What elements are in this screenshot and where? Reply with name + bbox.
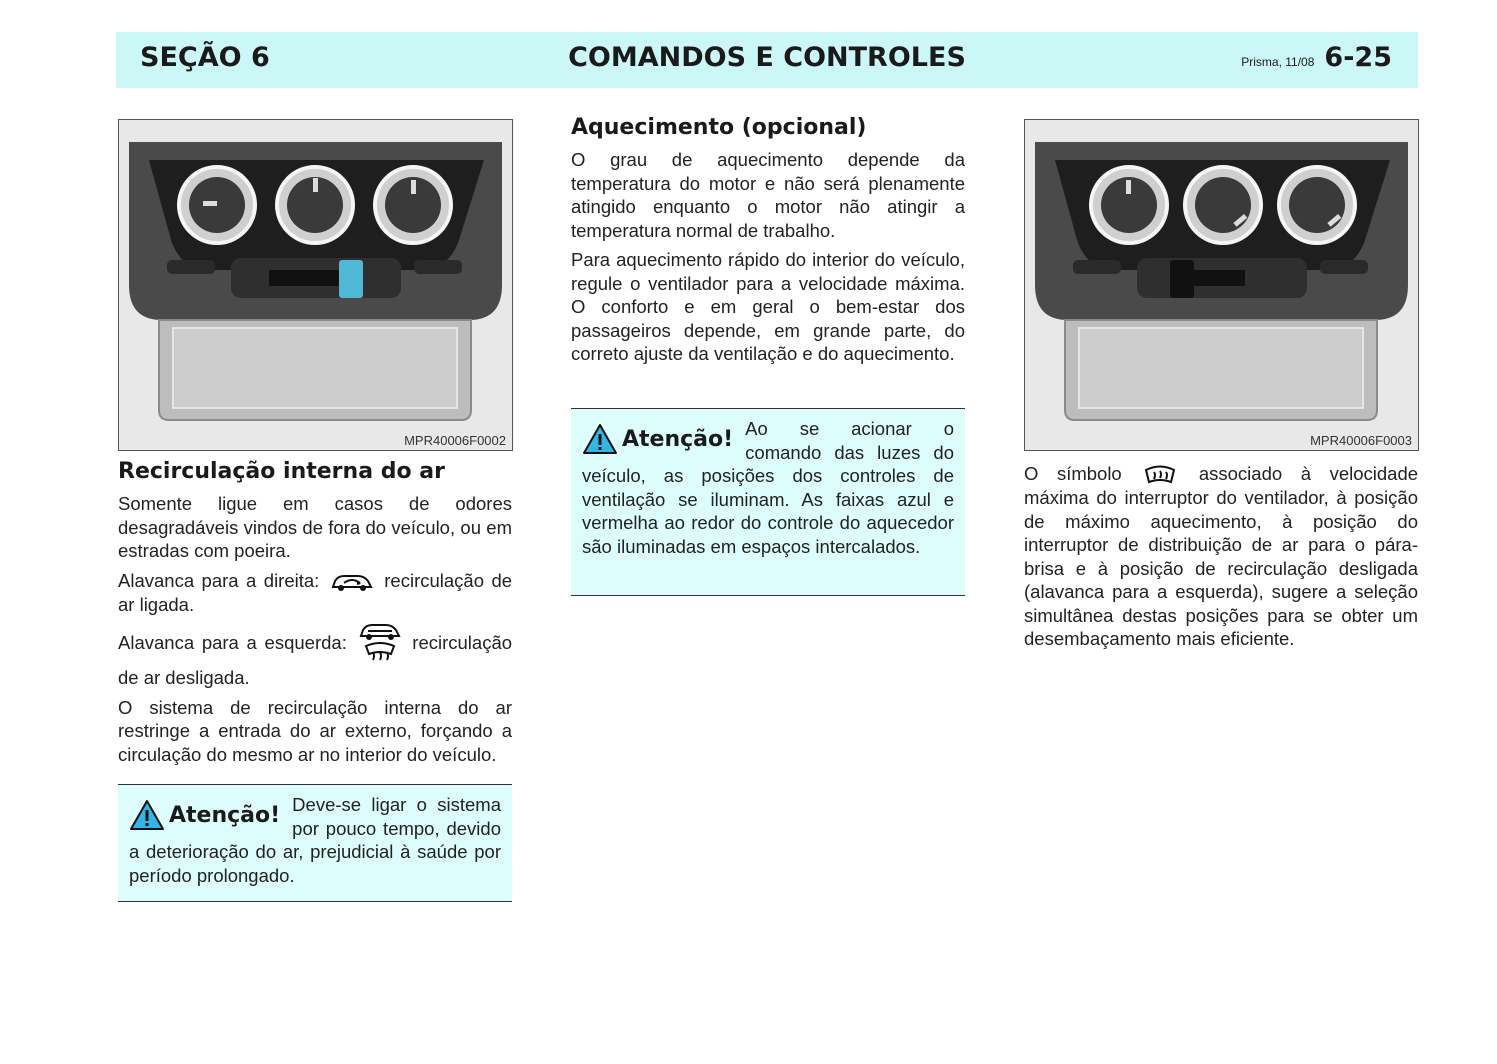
page-info (1241, 42, 1392, 73)
paragraph: O grau de aquecimento depende da temperatura do motor e não será plenamente atingido enquanto o motor não atingir a temperatura normal de trabalho. (571, 149, 965, 241)
knob-fan (179, 167, 255, 243)
warning-word: Atenção! (622, 426, 734, 452)
paragraph-defrost: O símbolo associado à velocidade máxima do interruptor do ventilador, à posição de máximo aquecimento, à posição do interruptor de distribuição de ar para o pára-brisa e à posição de recirculação desligada (alavanca para a esquerda), sugere a seleção simultânea destas posições para se obter um desembaçamento mais eficiente. (1024, 463, 1419, 650)
paragraph-lever-right: Alavanca para a direita: recirculação de ar ligada. (118, 569, 513, 615)
paragraph: O sistema de recirculação interna do ar restringe a entrada do ar externo, forçando a circulação do mesmo ar no interior do veículo. (118, 696, 512, 765)
left-column (118, 458, 512, 772)
figure-code: MPR40006F0002 (404, 433, 506, 448)
heading-heating: Aquecimento (opcional) (571, 115, 867, 140)
control-panel-illustration (119, 120, 512, 450)
chapter-title: COMANDOS E CONTROLES (568, 42, 966, 73)
figure-control-panel-left (118, 119, 513, 451)
warning-word: Atenção! (169, 802, 281, 828)
warning-callout-middle (571, 408, 965, 596)
middle-column (571, 114, 965, 372)
warning-triangle-icon (582, 423, 618, 455)
windshield-defrost-icon (1143, 464, 1177, 486)
paragraph-lever-left: Alavanca para a esquerda: recirculação de ar desligada. (118, 622, 512, 690)
warning-triangle-icon (129, 799, 165, 831)
paragraph: Para aquecimento rápido do interior do veículo, regule o ventilador para a velocidade máxima. O conforto e em geral o bem-estar dos passageiros depende, em grande parte, do correto ajuste da ventilação e do aquecimento. (571, 249, 965, 364)
warning-callout-left (118, 784, 512, 902)
recirculation-lever (339, 260, 363, 298)
page-number: 6-25 (1324, 42, 1392, 73)
warning-header (582, 423, 733, 455)
figure-code: MPR40006F0003 (1310, 433, 1412, 448)
recirculation-lever-off (1170, 260, 1194, 298)
heading-recirculation: Recirculação interna do ar (118, 459, 445, 484)
page-header (116, 32, 1418, 88)
warning-text: Ao se acionar o comando das luzes do veículo, as posições dos controles de ventilação se iluminam. As faixas azul e vermelha ao redor do controle do aquecedor são iluminadas em espaços intercalados. (582, 418, 954, 557)
car-recirculation-icon (330, 571, 374, 593)
edition-meta: Prisma, 11/08 (1241, 55, 1315, 69)
knob-temperature (277, 167, 353, 243)
knob-temperature-max (1185, 167, 1261, 243)
car-fresh-air-defrost-icon (358, 622, 402, 666)
section-label: SEÇÃO 6 (140, 42, 270, 73)
paragraph: Somente ligue em casos de odores desagradáveis vindos de fora do veículo, ou em estradas com poeira. (118, 493, 512, 561)
warning-header (129, 799, 280, 831)
right-column (1024, 462, 1418, 657)
figure-control-panel-right (1024, 119, 1419, 451)
knob-distribution (375, 167, 451, 243)
warning-text: Deve-se ligar o sistema por pouco tempo, devido a deterioração do ar, prejudicial à saúde por período prolongado. (129, 794, 501, 886)
knob-fan-max (1091, 167, 1167, 243)
knob-distribution-windshield (1279, 167, 1355, 243)
control-panel-defrost-illustration (1025, 120, 1418, 450)
